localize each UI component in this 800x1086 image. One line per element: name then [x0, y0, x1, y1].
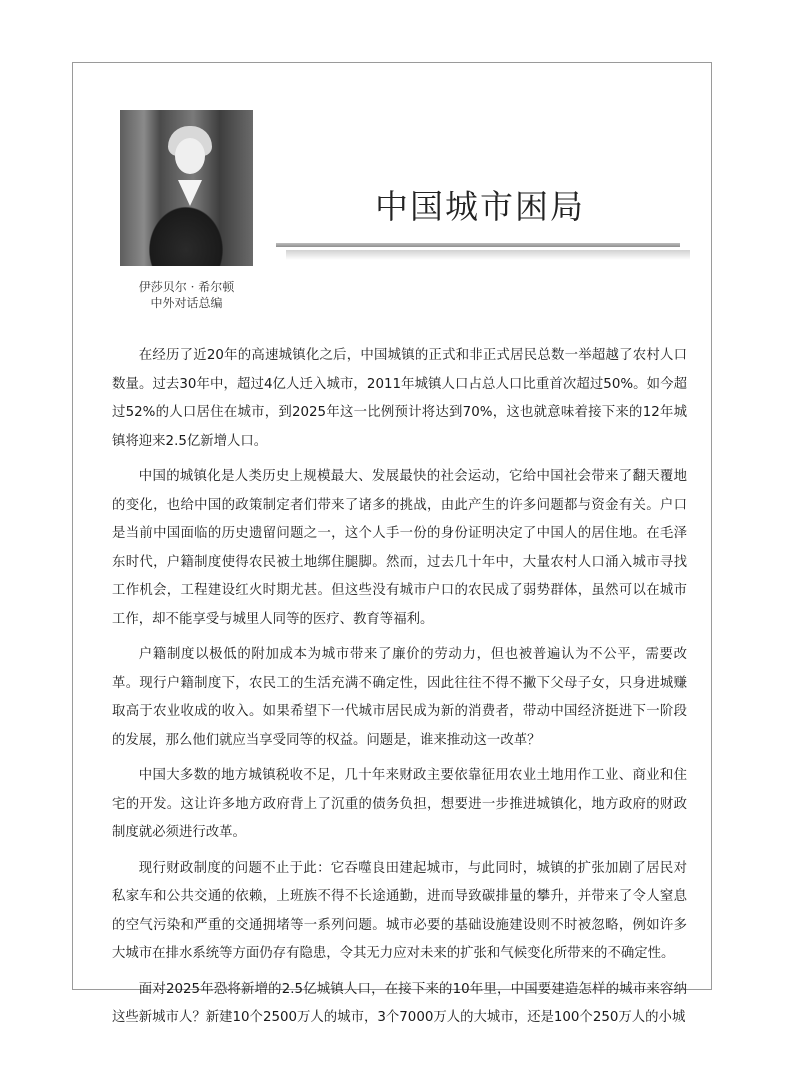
paragraph-4: 中国大多数的地方城镇税收不足，几十年来财政主要依靠征用农业土地用作工业、商业和住宅的开发。这让许多地方政府背上了沉重的债务负担，想要进一步推进城镇化，地方政府的财政制度就必须进行改革。 [112, 768, 687, 840]
author-photo-collar [178, 180, 202, 206]
author-role: 中外对话总编 [150, 296, 223, 310]
paragraph-3: 户籍制度以极低的附加成本为城市带来了廉价的劳动力，但也被普遍认为不公平，需要改革。现行户籍制度下，农民工的生活充满不确定性，因此往往不得不撇下父母子女，只身进城赚取高于农业收成的收入。如果希望下一代城市居民成为新的消费者，带动中国经济挺进下一阶段的发展，那么他们就应当享受同等的权益。问题是，谁来推动这一改革？ [112, 647, 687, 748]
article-body [112, 342, 687, 1040]
article-title: 中国城市困局 [375, 187, 585, 226]
paragraph-2: 中国的城镇化是人类历史上规模最大、发展最快的社会运动，它给中国社会带来了翻天覆地的变化，也给中国的政策制定者们带来了诸多的挑战，由此产生的许多问题都与资金有关。户口是当前中国面临的历史遗留问题之一，这个人手一份的身份证明决定了中国人的居住地。在毛泽东时代，户籍制度使得农民被土地绑住腿脚。然而，过去几十年中，大量农村人口涌入城市寻找工作机会，工程建设红火时期尤甚。但这些没有城市户口的农民成了弱势群体，虽然可以在城市工作，却不能享受与城里人同等的医疗、教育等福利。 [112, 469, 687, 627]
paragraph-1: 在经历了近20年的高速城镇化之后，中国城镇的正式和非正式居民总数一举超越了农村人口数量。过去30年中，超过4亿人迁入城市，2011年城镇人口占总人口比重首次超过50%。如今超过52%的人口居住在城市，到2025年这一比例预计将达到70%，这也就意味着接下来的12年城镇将迎来2.5亿新增人口。 [112, 348, 687, 449]
author-photo [120, 110, 253, 266]
paragraph-5: 现行财政制度的问题不止于此：它吞噬良田建起城市，与此同时，城镇的扩张加剧了居民对私家车和公共交通的依赖，上班族不得不长途通勤，进而导致碳排量的攀升，并带来了令人窒息的空气污染和严重的交通拥堵等一系列问题。城市必要的基础设施建设则不时被忽略，例如许多大城市在排水系统等方面仍存有隐患，令其无力应对未来的扩张和气候变化所带来的不确定性。 [112, 860, 687, 961]
author-name: 伊莎贝尔 · 希尔顿 [138, 280, 235, 294]
paragraph-6: 面对2025年恐将新增的2.5亿城镇人口，在接下来的10年里，中国要建造怎样的城市来容纳这些新城市人？新建10个2500万人的城市，3个7000万人的大城市，还是100个250万人的小城 [112, 981, 687, 1025]
author-caption [120, 279, 253, 311]
title-underline-shadow [286, 250, 690, 260]
title-underline [276, 243, 680, 247]
author-photo-face [175, 138, 205, 174]
